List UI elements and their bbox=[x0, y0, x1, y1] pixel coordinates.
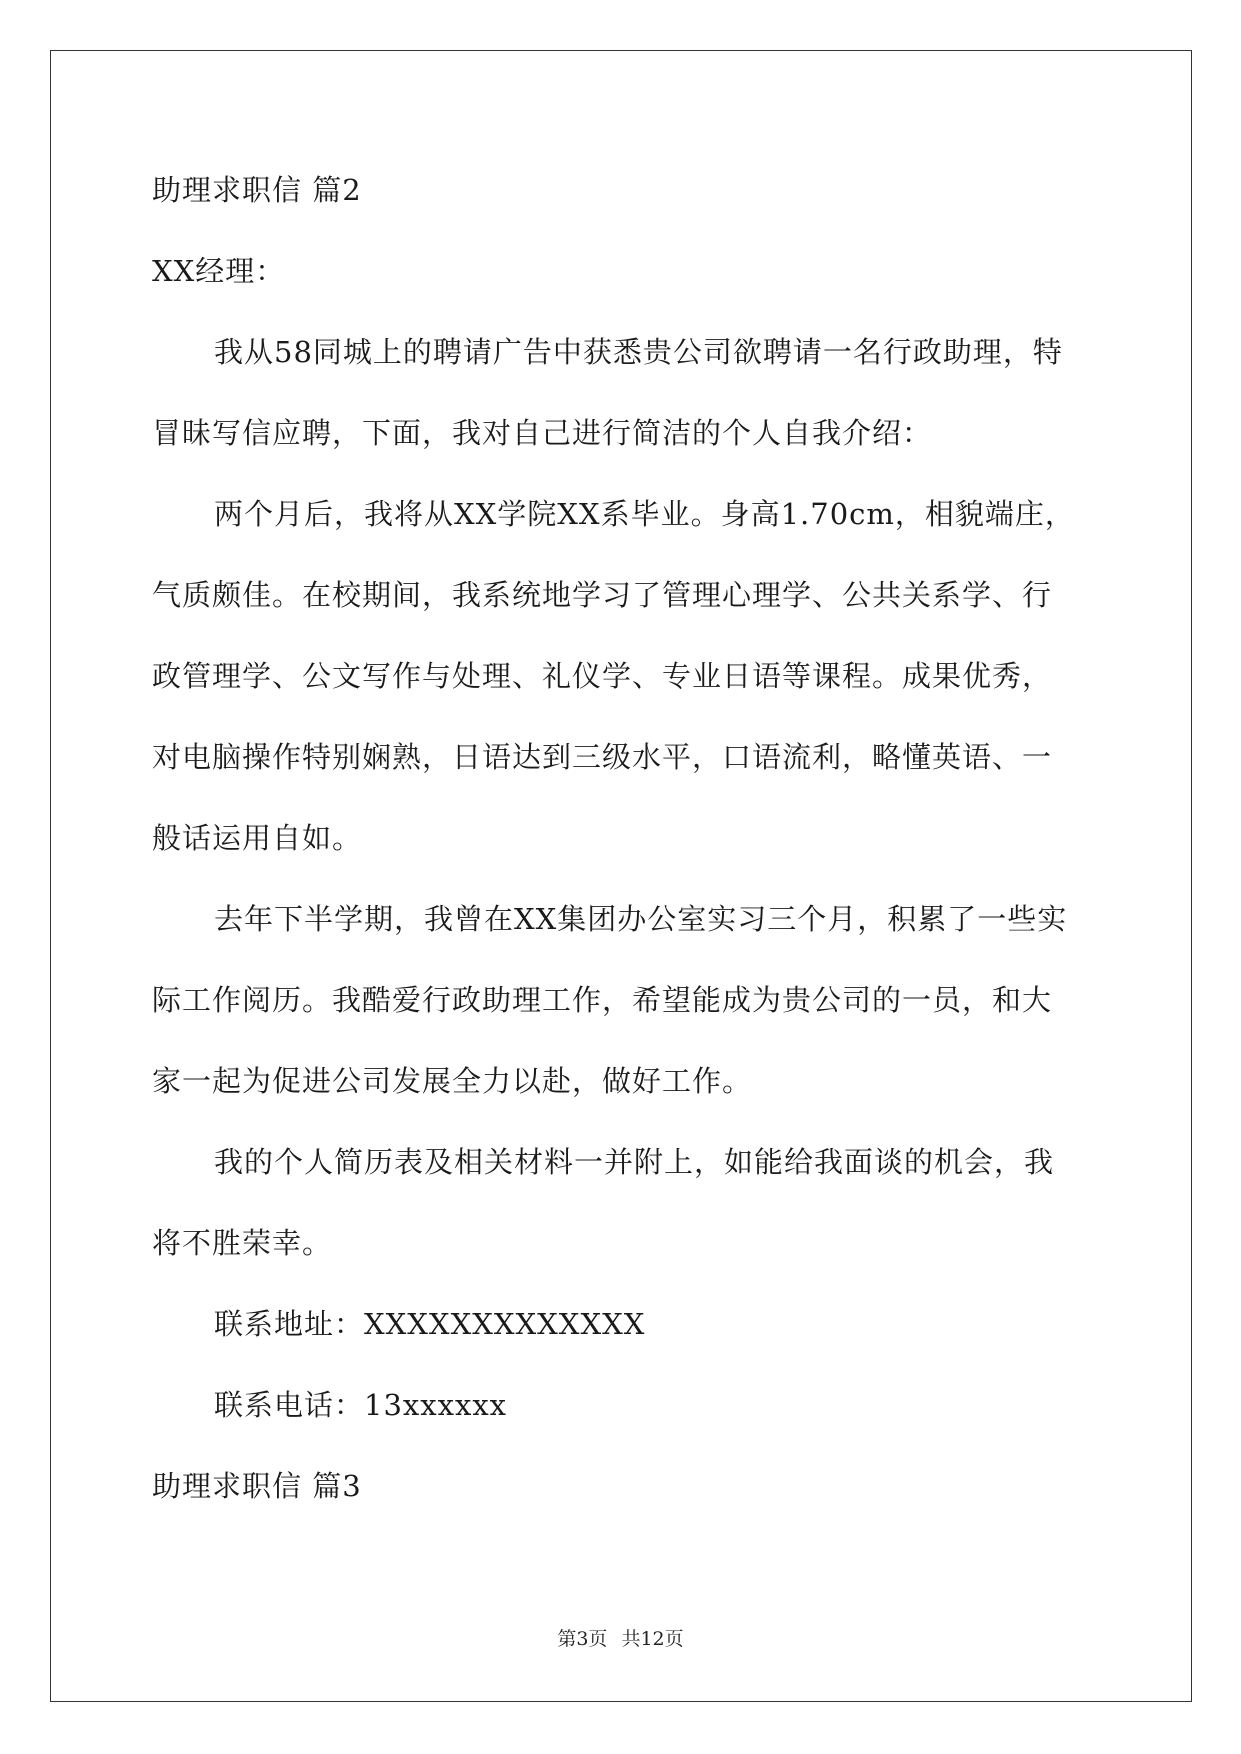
salutation: XX经理： bbox=[152, 254, 286, 288]
paragraph-line: 般话运用自如。 bbox=[152, 821, 363, 855]
paragraph-line: 我从58同城上的聘请广告中获悉贵公司欲聘请一名行政助理，特 bbox=[214, 335, 1063, 369]
contact-phone: 联系电话：13xxxxxx bbox=[214, 1388, 508, 1422]
paragraph-line: 冒昧写信应聘，下面，我对自己进行简洁的个人自我介绍： bbox=[152, 416, 933, 450]
section-heading: 助理求职信 篇2 bbox=[152, 173, 362, 207]
paragraph-line: 去年下半学期，我曾在XX集团办公室实习三个月，积累了一些实 bbox=[214, 902, 1068, 936]
contact-address: 联系地址：XXXXXXXXXXXXX bbox=[214, 1307, 646, 1341]
paragraph-line: 政管理学、公文写作与处理、礼仪学、专业日语等课程。成果优秀， bbox=[152, 659, 1053, 693]
page-total: 共12页 bbox=[621, 1628, 684, 1650]
paragraph-line: 将不胜荣幸。 bbox=[152, 1226, 333, 1260]
paragraph-line: 气质颇佳。在校期间，我系统地学习了管理心理学、公共关系学、行 bbox=[152, 578, 1053, 612]
document-body bbox=[152, 165, 1092, 1542]
paragraph-line: 对电脑操作特别娴熟，日语达到三级水平，口语流利，略懂英语、一 bbox=[152, 740, 1053, 774]
paragraph-line: 际工作阅历。我酷爱行政助理工作，希望能成为贵公司的一员，和大 bbox=[152, 983, 1053, 1017]
page-footer bbox=[0, 1624, 1241, 1651]
paragraph-line: 两个月后，我将从XX学院XX系毕业。身高1.70cm，相貌端庄， bbox=[214, 497, 1075, 531]
section-heading: 助理求职信 篇3 bbox=[152, 1469, 362, 1503]
paragraph-line: 我的个人简历表及相关材料一并附上，如能给我面谈的机会，我 bbox=[214, 1145, 1055, 1179]
page-number: 第3页 bbox=[557, 1628, 608, 1650]
paragraph-line: 家一起为促进公司发展全力以赴，做好工作。 bbox=[152, 1064, 753, 1098]
